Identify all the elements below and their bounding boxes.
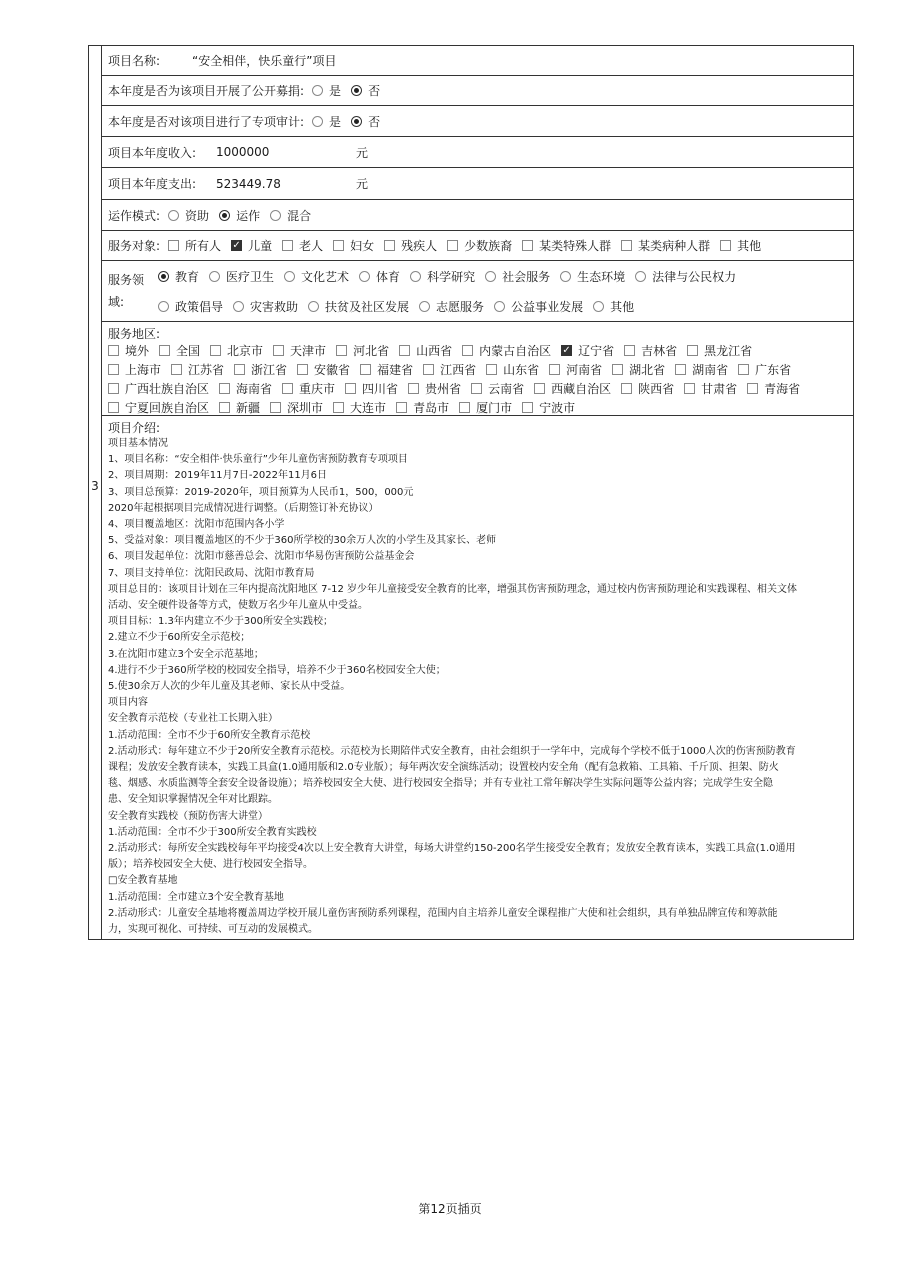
target-elderly[interactable]: 老人 (282, 237, 323, 254)
intro-line: 2.活动形式：儿童安全基地将覆盖周边学校开展儿童伤害预防系列课程，范围内自主培养儿童安全课程推广大使和社会组织，具有单独品牌宣传和筹款能 (108, 907, 778, 919)
intro-line: 6、项目发起单位：沈阳市慈善总会、沈阳市华易伤害预防公益基金会 (108, 551, 415, 563)
checkbox-icon (687, 345, 698, 356)
region-xiamen[interactable]: 厦门市 (459, 399, 512, 416)
checkbox-icon (738, 364, 749, 375)
project-intro-label: 项目介绍: (108, 421, 161, 435)
target-other[interactable]: 其他 (720, 237, 761, 254)
region-guizhou[interactable]: 贵州省 (408, 380, 461, 397)
region-ningbo[interactable]: 宁波市 (522, 399, 575, 416)
radio-icon (168, 210, 179, 221)
field-public-welfare[interactable]: 公益事业发展 (494, 298, 583, 315)
checkbox-icon (282, 383, 293, 394)
operation-mode-fund[interactable]: 资助 (168, 207, 209, 224)
region-zhejiang[interactable]: 浙江省 (234, 361, 287, 378)
service-fields-row (102, 261, 853, 322)
expense-value: 523449.78 (216, 176, 281, 191)
service-regions-row (102, 322, 853, 416)
special-audit-no[interactable]: 否 (351, 113, 380, 130)
intro-line: 项目基本情况 (108, 438, 168, 449)
checkbox-icon (423, 364, 434, 375)
intro-line: 2.活动形式：每所安全实践校每年平均接受4次以上安全教育大讲堂，每场大讲堂约150-200名学生接受安全教育；发放安全教育读本，实践工具盒(1.0通用 (108, 843, 796, 855)
service-fields-line-1 (158, 267, 746, 286)
row-number-column (89, 46, 102, 939)
region-chongqing[interactable]: 重庆市 (282, 380, 335, 397)
intro-line: 1.活动范围：全市不少于60所安全教育示范校 (108, 729, 311, 741)
radio-icon (410, 271, 421, 282)
checkbox-icon (333, 402, 344, 413)
field-disaster[interactable]: 灾害救助 (233, 298, 298, 315)
field-culture[interactable]: 文化艺术 (284, 268, 349, 285)
intro-line: 2020年起根据项目完成情况进行调整。（后期签订补充协议） (108, 502, 379, 514)
checkbox-icon (522, 402, 533, 413)
field-education[interactable]: 教育 (158, 268, 199, 285)
target-all[interactable]: 所有人 (168, 237, 221, 254)
service-targets-label: 服务对象: (108, 239, 161, 253)
radio-icon (312, 85, 323, 96)
region-yunnan[interactable]: 云南省 (471, 380, 524, 397)
field-poverty[interactable]: 扶贫及社区发展 (308, 298, 409, 315)
radio-icon (359, 271, 370, 282)
radio-icon (308, 301, 319, 312)
operation-mode-label: 运作模式: (108, 208, 161, 223)
checkbox-checked-icon: ✓ (232, 240, 241, 251)
intro-line: 3、项目总预算：2019-2020年，项目预算为人民币1，500，000元 (108, 486, 414, 498)
intro-line: 版）；培养校园安全大使、进行校园安全指导。 (108, 859, 313, 871)
radio-checked-icon (351, 116, 362, 127)
region-inner-mongolia[interactable]: 内蒙古自治区 (462, 342, 551, 359)
checkbox-icon (210, 345, 221, 356)
region-beijing[interactable]: 北京市 (210, 342, 263, 359)
special-audit-label: 本年度是否对该项目进行了专项审计: (108, 114, 305, 129)
intro-line: 安全教育实践校（预防伤害大讲堂） (108, 810, 268, 822)
intro-line: 毯、烟感、水质监测等全套安全设备设施）；培养校园安全大使、进行校园安全指导；并有专业社工常年解决学生实际问题等公益内容；完成学生安全隐 (108, 778, 773, 790)
checkbox-icon (159, 345, 170, 356)
income-row (102, 137, 853, 168)
expense-unit: 元 (356, 177, 369, 191)
expense-row (102, 168, 853, 200)
region-jiangxi[interactable]: 江西省 (423, 361, 476, 378)
regions-line-4 (108, 398, 853, 416)
intro-line: 2.活动形式：每年建立不少于20所安全教育示范校。示范校为长期陪伴式安全教育，由社会组织于一学年中，完成每个学校不低于1000人次的伤害预防教育 (108, 745, 796, 757)
income-value: 1000000 (216, 145, 270, 159)
field-sports[interactable]: 体育 (359, 268, 400, 285)
radio-checked-icon (158, 271, 169, 282)
public-fundraising-yes[interactable]: 是 (312, 82, 341, 99)
region-jilin[interactable]: 吉林省 (624, 342, 677, 359)
radio-icon (419, 301, 430, 312)
operation-mode-mixed[interactable]: 混合 (270, 207, 311, 224)
project-name-value: “安全相伴，快乐童行”项目 (192, 54, 337, 68)
operation-mode-row (102, 200, 853, 231)
checkbox-icon (108, 383, 119, 394)
intro-line: 7、项目支持单位：沈阳民政局、沈阳市教育局 (108, 567, 315, 579)
radio-icon (560, 271, 571, 282)
region-shenzhen[interactable]: 深圳市 (270, 399, 323, 416)
region-xinjiang[interactable]: 新疆 (219, 399, 260, 416)
field-policy[interactable]: 政策倡导 (158, 298, 223, 315)
target-disabled[interactable]: 残疾人 (384, 237, 437, 254)
form-rows (102, 46, 853, 938)
region-shandong[interactable]: 山东省 (486, 361, 539, 378)
checkbox-icon (336, 345, 347, 356)
expense-label: 项目本年度支出: (108, 177, 197, 191)
intro-line: 安全教育示范校（专业社工长期入驻） (108, 713, 278, 725)
region-henan[interactable]: 河南省 (549, 361, 602, 378)
checkbox-icon (471, 383, 482, 394)
service-fields-options (158, 261, 746, 321)
intro-line: 2、项目周期：2019年11月7日-2022年11月6日 (108, 470, 328, 482)
radio-icon (635, 271, 646, 282)
region-overseas[interactable]: 境外 (108, 342, 149, 359)
service-regions-label: 服务地区: (108, 327, 161, 341)
service-fields-label: 服务领 域: (108, 273, 145, 309)
region-qinghai[interactable]: 青海省 (747, 380, 800, 397)
region-hunan[interactable]: 湖南省 (675, 361, 728, 378)
project-form (88, 45, 854, 940)
radio-icon (209, 271, 220, 282)
intro-line: 患、安全知识掌握情况全年对比跟踪。 (108, 794, 278, 806)
radio-icon (485, 271, 496, 282)
checkbox-icon (522, 240, 533, 251)
field-other[interactable]: 其他 (593, 298, 634, 315)
project-name-label: 项目名称: (108, 54, 161, 68)
checkbox-icon (624, 345, 635, 356)
region-sichuan[interactable]: 四川省 (345, 380, 398, 397)
special-audit-row (102, 106, 853, 137)
region-liaoning[interactable]: ✓ 辽宁省 (562, 344, 615, 358)
checkbox-icon (108, 364, 119, 375)
checkbox-icon (447, 240, 458, 251)
checkbox-checked-icon: ✓ (562, 345, 571, 356)
public-fundraising-no[interactable]: 否 (351, 82, 380, 99)
checkbox-icon (108, 345, 119, 356)
checkbox-icon (399, 345, 410, 356)
intro-line: 4.进行不少于360所学校的校园安全指导，培养不少于360名校园安全大使； (108, 664, 446, 676)
field-social-service[interactable]: 社会服务 (485, 268, 550, 285)
checkbox-icon (612, 364, 623, 375)
checkbox-icon (396, 402, 407, 413)
intro-line: 活动、安全硬件设备等方式，使数万名少年儿童从中受益。 (108, 600, 368, 612)
field-environment[interactable]: 生态环境 (560, 268, 625, 285)
region-dalian[interactable]: 大连市 (333, 399, 386, 416)
target-children[interactable]: ✓ 儿童 (232, 239, 273, 253)
checkbox-icon (486, 364, 497, 375)
region-qingdao[interactable]: 青岛市 (396, 399, 449, 416)
region-national[interactable]: 全国 (159, 342, 200, 359)
checkbox-icon (549, 364, 560, 375)
intro-line: 课程；发放安全教育读本，实践工具盒(1.0通用版和2.0专业版）；每年两次安全演练活动；设置校内安全角（配有急救箱、工具箱、千斤顶、担架、防火 (108, 762, 779, 774)
regions-line-3 (108, 379, 853, 398)
region-jiangsu[interactable]: 江苏省 (171, 361, 224, 378)
checkbox-icon (168, 240, 179, 251)
checkbox-icon (171, 364, 182, 375)
income-label: 项目本年度收入: (108, 145, 197, 160)
radio-icon (593, 301, 604, 312)
checkbox-icon (621, 240, 632, 251)
income-unit: 元 (356, 145, 369, 160)
intro-line: □安全教育基地 (108, 875, 178, 887)
radio-icon (312, 116, 323, 127)
radio-icon (494, 301, 505, 312)
region-guangxi[interactable]: 广西壮族自治区 (108, 380, 209, 397)
checkbox-icon (360, 364, 371, 375)
intro-line: 项目内容 (108, 697, 148, 709)
project-name-row (102, 46, 853, 76)
regions-line-1 (108, 341, 853, 360)
target-women[interactable]: 妇女 (333, 237, 374, 254)
region-tibet[interactable]: 西藏自治区 (534, 380, 611, 397)
radio-icon (270, 210, 281, 221)
project-intro-lines (108, 436, 853, 938)
intro-line: 3.在沈阳市建立3个安全示范基地； (108, 648, 264, 660)
intro-line: 5、受益对象：项目覆盖地区的不少于360所学校的30余万人次的小学生及其家长、老师 (108, 535, 497, 547)
radio-icon (158, 301, 169, 312)
checkbox-icon (384, 240, 395, 251)
region-heilongjiang[interactable]: 黑龙江省 (687, 342, 752, 359)
checkbox-icon (108, 402, 119, 413)
checkbox-icon (408, 383, 419, 394)
operation-mode-operate[interactable]: 运作 (219, 207, 260, 224)
checkbox-icon (219, 402, 230, 413)
field-research[interactable]: 科学研究 (410, 268, 475, 285)
checkbox-icon (345, 383, 356, 394)
intro-line: 1.活动范围：全市不少于300所安全教育实践校 (108, 826, 317, 838)
radio-icon (284, 271, 295, 282)
region-tianjin[interactable]: 天津市 (273, 342, 326, 359)
page-footer: 第12页插页 (418, 1202, 482, 1216)
public-fundraising-row (102, 76, 853, 106)
region-ningxia[interactable]: 宁夏回族自治区 (108, 399, 209, 416)
region-hubei[interactable]: 湖北省 (612, 361, 665, 378)
checkbox-icon (333, 240, 344, 251)
checkbox-icon (270, 402, 281, 413)
checkbox-icon (273, 345, 284, 356)
region-fujian[interactable]: 福建省 (360, 361, 413, 378)
region-shaanxi[interactable]: 陕西省 (621, 380, 674, 397)
target-special-group[interactable]: 某类特殊人群 (522, 237, 611, 254)
field-volunteer[interactable]: 志愿服务 (419, 298, 484, 315)
checkbox-icon (684, 383, 695, 394)
radio-checked-icon (219, 210, 230, 221)
target-disease-group[interactable]: 某类病种人群 (621, 237, 710, 254)
row-number: 3 (91, 479, 99, 493)
region-hainan[interactable]: 海南省 (219, 380, 272, 397)
radio-icon (233, 301, 244, 312)
checkbox-icon (534, 383, 545, 394)
checkbox-icon (234, 364, 245, 375)
special-audit-yes[interactable]: 是 (312, 113, 341, 130)
intro-line: 2.建立不少于60所安全示范校； (108, 632, 251, 644)
public-fundraising-label: 本年度是否为该项目开展了公开募捐: (108, 84, 305, 98)
intro-line: 力，实现可视化、可持续、可互动的发展模式。 (108, 924, 318, 936)
region-gansu[interactable]: 甘肃省 (684, 380, 737, 397)
service-targets-row (102, 231, 853, 261)
region-shanghai[interactable]: 上海市 (108, 361, 161, 378)
checkbox-icon (675, 364, 686, 375)
checkbox-icon (282, 240, 293, 251)
intro-line: 1.活动范围：全市建立3个安全教育基地 (108, 891, 284, 903)
project-intro (102, 416, 853, 938)
intro-line: 项目目标：1.3年内建立不少于300所安全实践校； (108, 616, 333, 628)
field-law[interactable]: 法律与公民权力 (635, 268, 736, 285)
regions-line-2 (108, 360, 853, 379)
checkbox-icon (747, 383, 758, 394)
service-fields-line-2 (158, 297, 746, 316)
checkbox-icon (621, 383, 632, 394)
region-anhui[interactable]: 安徽省 (297, 361, 350, 378)
region-shanxi[interactable]: 山西省 (399, 342, 452, 359)
intro-line: 5.使30余万人次的少年儿童及其老师、家长从中受益。 (108, 681, 351, 693)
intro-line: 项目总目的：该项目计划在三年内提高沈阳地区 7-12 岁少年儿童接受安全教育的比率，增强其伤害预防理念，通过校内伤害预防理论和实践课程、相关文体 (108, 583, 798, 595)
checkbox-icon (297, 364, 308, 375)
region-guangdong[interactable]: 广东省 (738, 361, 791, 378)
field-medical[interactable]: 医疗卫生 (209, 268, 274, 285)
target-minorities[interactable]: 少数族裔 (447, 237, 512, 254)
checkbox-icon (459, 402, 470, 413)
checkbox-icon (720, 240, 731, 251)
region-hebei[interactable]: 河北省 (336, 342, 389, 359)
checkbox-icon (219, 383, 230, 394)
intro-line: 4、项目覆盖地区：沈阳市范围内各小学 (108, 519, 285, 531)
radio-checked-icon (351, 85, 362, 96)
checkbox-icon (462, 345, 473, 356)
intro-line: 1、项目名称：“安全相伴·快乐童行”少年儿童伤害预防教育专项项目 (108, 454, 408, 466)
